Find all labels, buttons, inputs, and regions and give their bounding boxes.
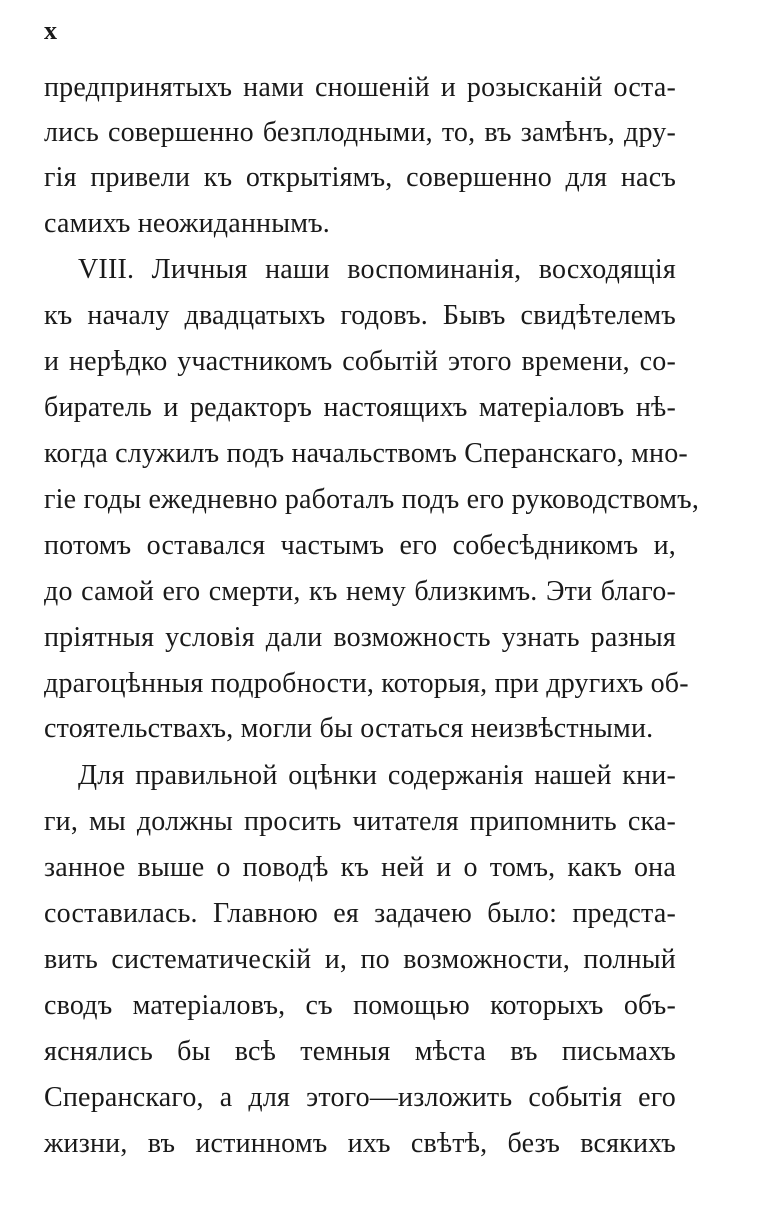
text-line: Для правильной оцѣнки содержанія нашей кни- [78,760,676,791]
text-line: гія привели къ открытіямъ, совершенно для насъ [44,162,676,193]
text-line: предпринятыхъ нами сношеній и розысканій оста- [44,72,676,103]
text-line: лись совершенно безплодными, то, въ замѣнъ, дру- [44,117,676,148]
text-line: биратель и редакторъ настоящихъ матеріаловъ нѣ- [44,392,676,423]
text-line: когда служилъ подъ начальствомъ Сперанскаго, мно- [44,438,688,469]
text-line: яснялись бы всѣ темныя мѣста въ письмахъ [44,1036,676,1067]
text-line: драгоцѣнныя подробности, которыя, при другихъ об- [44,668,689,699]
text-line: самихъ неожиданнымъ. [44,208,331,239]
text-line: составилась. Главною ея задачею было: предста- [44,898,676,929]
text-line: потомъ оставался частымъ его собесѣдникомъ и, [44,530,676,561]
text-line: сводъ матеріаловъ, съ помощью которыхъ объ- [44,990,676,1021]
text-line: къ началу двадцатыхъ годовъ. Бывъ свидѣтелемъ [44,300,676,331]
text-line: гіе годы ежедневно работалъ подъ его руководствомъ, [44,484,700,515]
text-line: стоятельствахъ, могли бы остаться неизвѣстными. [44,713,654,744]
text-line: до самой его смерти, къ нему близкимъ. Эти благо- [44,576,676,607]
text-line: вить систематическій и, по возможности, полный [44,944,676,975]
text-line: занное выше о поводѣ къ ней и о томъ, какъ она [44,852,676,883]
text-line: пріятныя условія дали возможность узнать разныя [44,622,676,653]
text-line: Сперанскаго, а для этого—изложить событія его [44,1082,676,1113]
page-number: x [44,16,57,45]
text-line: ги, мы должны просить читателя припомнить ска- [44,806,676,837]
text-line: VIII. Личныя наши воспоминанія, восходящія [78,254,676,285]
text-line: и нерѣдко участникомъ событій этого времени, со- [44,346,676,377]
text-line: жизни, въ истинномъ ихъ свѣтѣ, безъ всякихъ [44,1128,676,1159]
